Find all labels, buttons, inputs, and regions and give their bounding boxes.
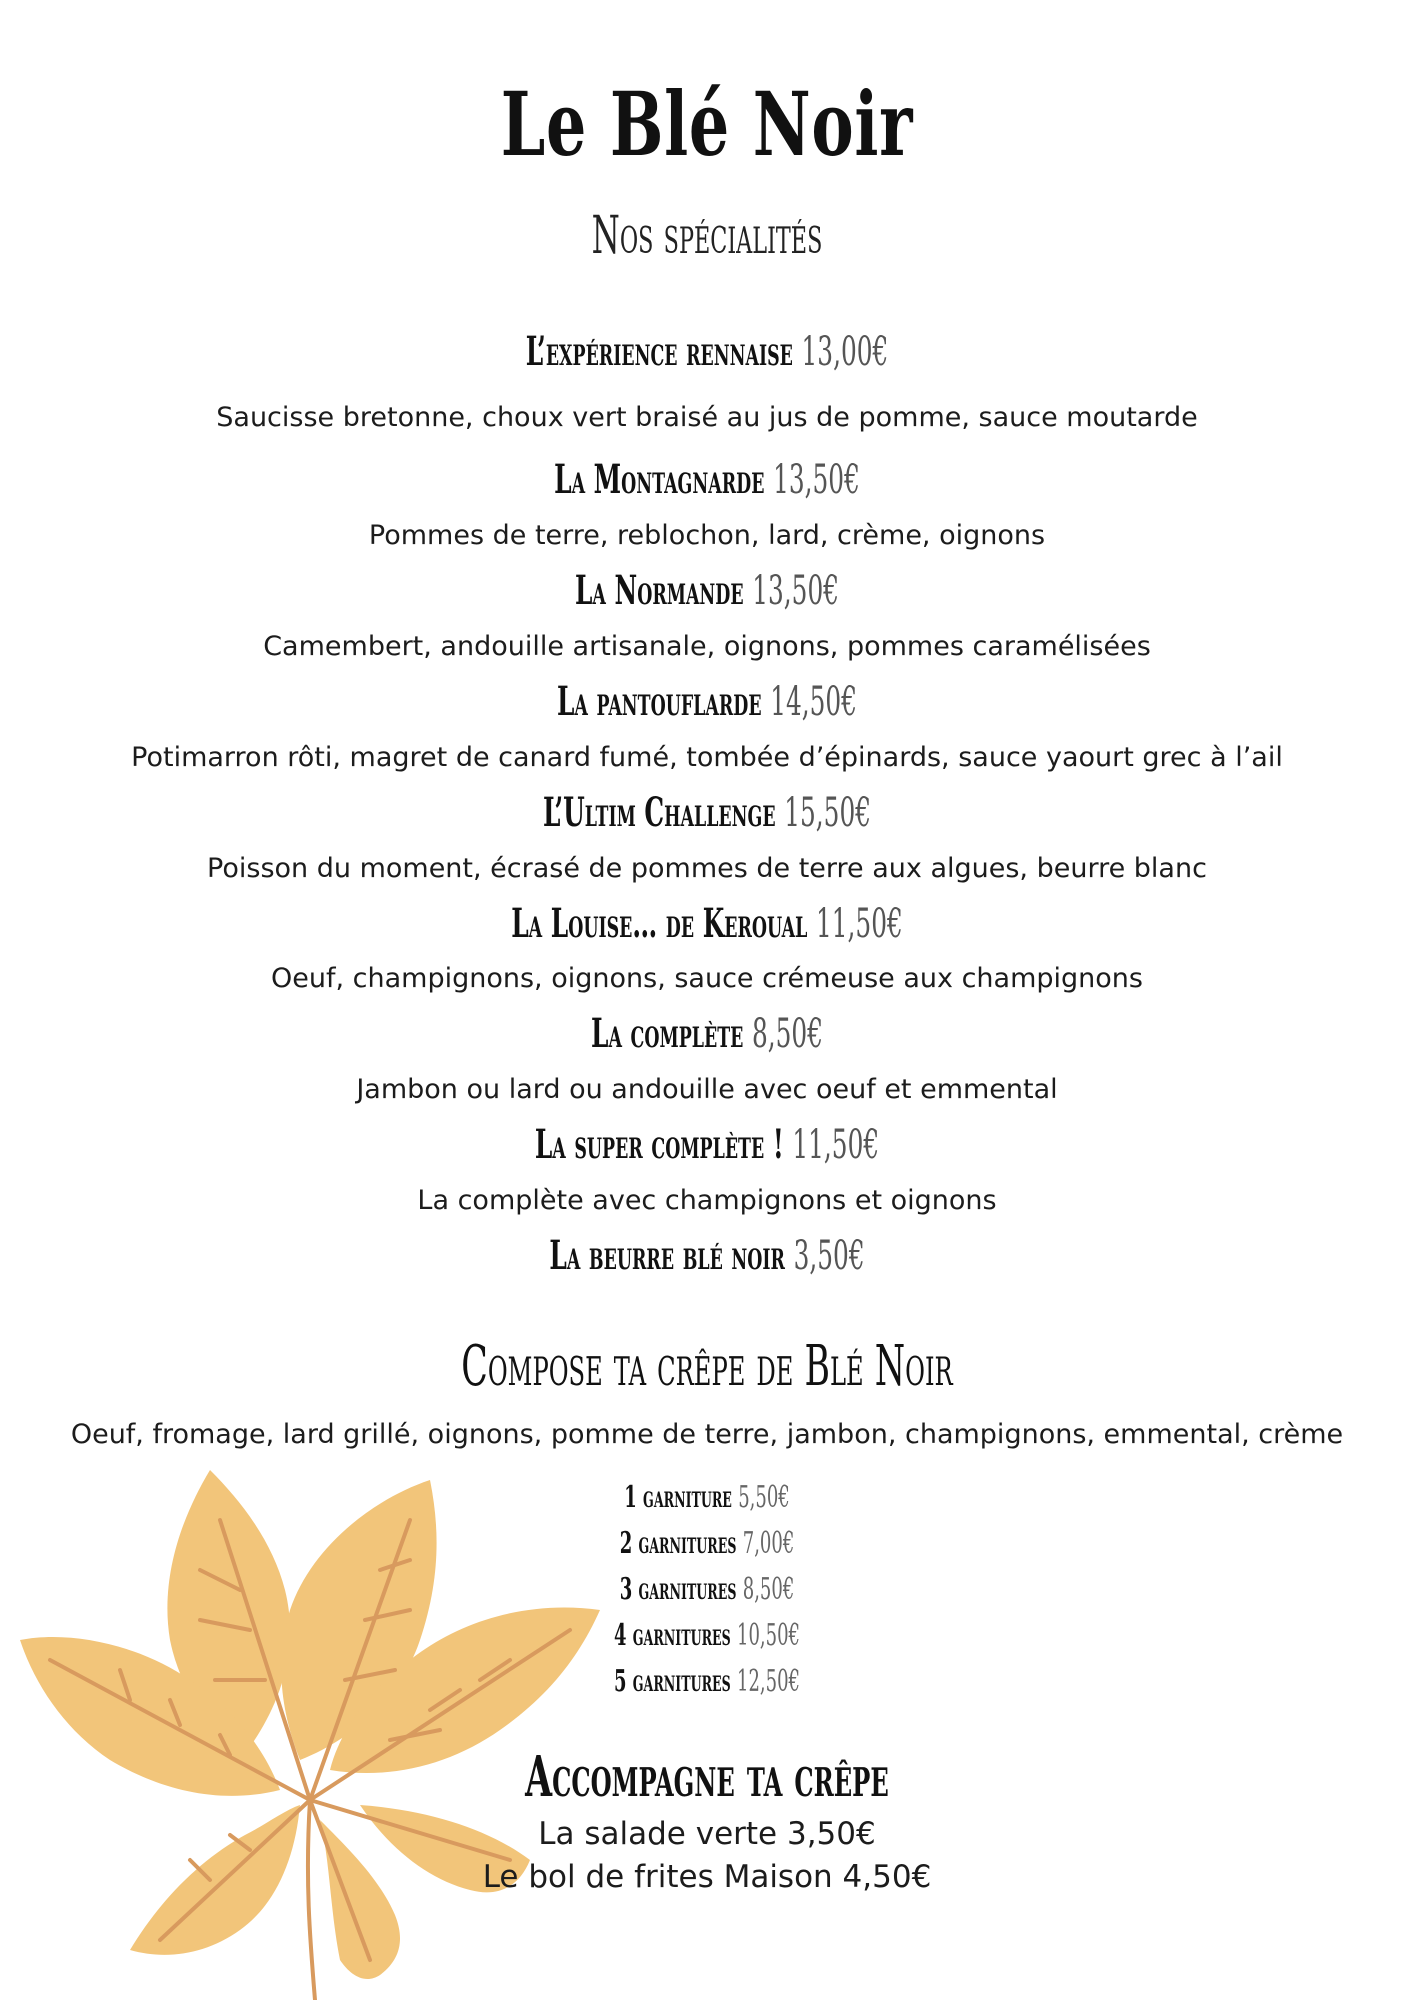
compose-heading: Compose ta crêpe de Blé Noir xyxy=(461,1334,953,1399)
dish-title: La beurre blé noir xyxy=(549,1232,785,1279)
garniture-option xyxy=(283,1480,1131,1515)
dish-description: Saucisse bretonne, choux vert braisé au jus de pomme, sauce moutarde xyxy=(216,402,1198,433)
garniture-label: 3 garnitures xyxy=(619,1572,737,1607)
restaurant-title: Le Blé Noir xyxy=(500,72,914,176)
garniture-label: 2 garnitures xyxy=(619,1526,737,1561)
dish-title: La pantouflarde xyxy=(556,678,762,725)
specialties-heading: Nos spécialités xyxy=(591,206,823,266)
garniture-label: 4 garnitures xyxy=(613,1618,731,1653)
sides-heading: Accompagne ta crêpe xyxy=(525,1744,889,1810)
dish-price: 11,50€ xyxy=(815,901,903,947)
dish-description: La complète avec champignons et oignons xyxy=(417,1185,997,1216)
dish-name xyxy=(269,1232,1146,1279)
garniture-option xyxy=(283,1572,1131,1607)
dish-name xyxy=(269,789,1146,836)
dish-description: Poisson du moment, écrasé de pommes de terre aux algues, beurre blanc xyxy=(207,853,1207,884)
garniture-price: 10,50€ xyxy=(737,1618,801,1653)
garniture-option xyxy=(283,1664,1131,1699)
dish-title: La complète xyxy=(591,1010,744,1057)
dish-price: 14,50€ xyxy=(770,679,857,725)
dish-description: Oeuf, champignons, oignons, sauce crémeuse aux champignons xyxy=(271,963,1143,994)
garniture-option xyxy=(283,1618,1131,1653)
dish-name xyxy=(269,900,1146,947)
garniture-option xyxy=(283,1526,1131,1561)
dish-price: 13,50€ xyxy=(752,568,840,614)
dish-title: La Normande xyxy=(574,567,744,614)
dish-title: La Louise… de Keroual xyxy=(511,900,808,947)
dish-name xyxy=(269,1121,1146,1168)
dish-price: 11,50€ xyxy=(792,1122,880,1168)
dish-price: 8,50€ xyxy=(751,1011,823,1057)
dish-price: 13,50€ xyxy=(773,457,860,503)
garniture-price: 5,50€ xyxy=(738,1480,790,1515)
garniture-price: 8,50€ xyxy=(742,1572,795,1607)
dish-description: Pommes de terre, reblochon, lard, crème, oignons xyxy=(368,520,1046,551)
compose-ingredients: Oeuf, fromage, lard grillé, oignons, pomme de terre, jambon, champignons, emmental, crème xyxy=(70,1419,1344,1450)
dish-title: L’expérience rennaise xyxy=(525,328,793,375)
dish-name xyxy=(269,678,1146,725)
dish-price: 3,50€ xyxy=(793,1233,865,1279)
side-item: Le bol de frites Maison 4,50€ xyxy=(482,1859,932,1895)
dish-name xyxy=(269,456,1146,503)
dish-description: Jambon ou lard ou andouille avec oeuf et emmental xyxy=(356,1074,1058,1105)
dish-name xyxy=(269,567,1146,614)
dish-price: 13,00€ xyxy=(801,329,889,375)
dish-price: 15,50€ xyxy=(784,790,872,836)
garniture-price: 7,00€ xyxy=(742,1526,795,1561)
dish-description: Camembert, andouille artisanale, oignons, pommes caramélisées xyxy=(263,631,1151,662)
garniture-label: 1 garniture xyxy=(624,1480,732,1515)
dish-name xyxy=(269,1010,1146,1057)
dish-title: L’Ultim Challenge xyxy=(542,789,776,836)
side-item: La salade verte 3,50€ xyxy=(538,1816,876,1852)
dish-description: Potimarron rôti, magret de canard fumé, tombée d’épinards, sauce yaourt grec à l’ail xyxy=(131,742,1283,773)
dish-title: La Montagnarde xyxy=(554,456,765,503)
dish-name xyxy=(269,328,1146,375)
garniture-label: 5 garnitures xyxy=(613,1664,731,1699)
dish-title: La super complète ! xyxy=(534,1121,784,1168)
garniture-price: 12,50€ xyxy=(737,1664,801,1699)
